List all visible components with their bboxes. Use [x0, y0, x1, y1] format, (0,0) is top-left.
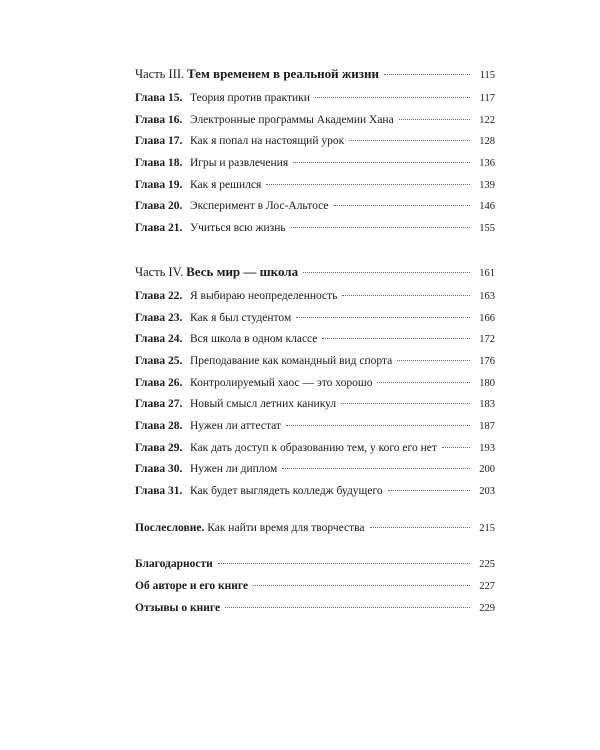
chapter-title: Вся школа в одном классе [190, 333, 318, 346]
page-number: 229 [479, 602, 495, 614]
dot-leader [399, 119, 470, 120]
dot-leader [370, 527, 470, 528]
backmatter-title: Благодарности [135, 558, 213, 571]
page-number: 155 [479, 223, 495, 235]
toc-entry-chapter-29[interactable] [135, 442, 495, 464]
chapter-label: Глава 25. [135, 354, 183, 367]
dot-leader [349, 140, 470, 141]
toc-entry-chapter-21[interactable] [135, 222, 495, 244]
page-number: 166 [479, 312, 495, 324]
dot-leader [322, 338, 470, 339]
page-number: 128 [479, 136, 495, 148]
part-label: Часть IV. [135, 264, 184, 279]
section-spacer [135, 507, 495, 522]
chapter-title: Нужен ли аттестат [190, 419, 281, 432]
dot-leader [291, 227, 470, 228]
chapter-title: Эксперимент в Лос-Альтосе [190, 200, 329, 213]
part-3-heading[interactable] [135, 66, 495, 92]
toc-entry-chapter-30[interactable] [135, 463, 495, 485]
toc-entry-afterword[interactable] [135, 522, 495, 544]
dot-leader [293, 162, 470, 163]
chapter-title: Теория против практики [190, 92, 310, 104]
part-label: Часть III. [135, 67, 185, 81]
part-title: Тем временем в реальной жизни [187, 66, 379, 81]
page-number: 146 [479, 201, 495, 213]
page-number: 180 [479, 377, 495, 389]
dot-leader [388, 490, 470, 491]
chapter-title: Новый смысл летних каникул [190, 398, 337, 411]
page-number: 225 [479, 559, 495, 571]
dot-leader [384, 74, 470, 75]
dot-leader [218, 563, 470, 564]
chapter-title: Как я решился [190, 178, 262, 191]
chapter-title: Учиться всю жизнь [190, 222, 286, 235]
page-number: 163 [479, 290, 495, 302]
chapter-title: Контролируемый хаос — это хорошо [190, 376, 373, 389]
page-number: 117 [479, 93, 495, 104]
toc-entry-chapter-16[interactable] [135, 114, 495, 136]
dot-leader [334, 205, 471, 206]
chapter-label: Глава 18. [135, 157, 183, 170]
page-number: 136 [479, 158, 495, 170]
afterword-label: Послесловие. [135, 521, 205, 534]
table-of-contents [135, 66, 495, 623]
toc-entry-chapter-26[interactable] [135, 377, 495, 399]
dot-leader [253, 585, 470, 586]
chapter-label: Глава 23. [135, 311, 183, 324]
toc-entry-chapter-15[interactable] [135, 92, 495, 114]
toc-entry-about-author[interactable] [135, 580, 495, 602]
page-number: 193 [479, 442, 495, 454]
chapter-label: Глава 26. [135, 376, 183, 389]
backmatter-title: Отзывы о книге [135, 601, 221, 614]
dot-leader [303, 272, 470, 273]
toc-entry-acknowledgements[interactable] [135, 558, 495, 580]
toc-entry-chapter-28[interactable] [135, 420, 495, 442]
page-number: 161 [479, 267, 495, 279]
backmatter-title: Об авторе и его книге [135, 580, 249, 593]
toc-entry-reviews[interactable] [135, 602, 495, 624]
toc-entry-chapter-20[interactable] [135, 200, 495, 222]
page-number: 183 [479, 399, 495, 411]
chapter-title: Нужен ли диплом [190, 463, 278, 476]
page-number: 215 [479, 522, 495, 534]
dot-leader [342, 295, 470, 296]
dot-leader [442, 447, 470, 448]
chapter-label: Глава 20. [135, 200, 183, 213]
page-number: 200 [479, 464, 495, 476]
dot-leader [266, 184, 470, 185]
section-spacer [135, 244, 495, 264]
chapter-title: Игры и развлечения [190, 157, 289, 170]
chapter-label: Глава 21. [135, 222, 183, 235]
chapter-title: Как будет выглядеть колледж будущего [190, 485, 383, 497]
toc-entry-chapter-25[interactable] [135, 355, 495, 377]
toc-entry-chapter-22[interactable] [135, 290, 495, 312]
toc-entry-chapter-17[interactable] [135, 135, 495, 157]
chapter-title: Как дать доступ к образованию тем, у кого его нет [190, 441, 437, 454]
section-spacer [135, 543, 495, 558]
chapter-label: Глава 19. [135, 178, 183, 191]
page-number: 187 [479, 420, 495, 432]
toc-entry-chapter-23[interactable] [135, 312, 495, 334]
chapter-title: Преподавание как командный вид спорта [190, 354, 393, 367]
part-title: Весь мир — школа [186, 263, 299, 279]
dot-leader [397, 360, 470, 361]
chapter-label: Глава 15. [135, 92, 183, 104]
chapter-label: Глава 27. [135, 398, 183, 411]
page-number: 122 [479, 114, 495, 126]
dot-leader [282, 468, 470, 469]
chapter-label: Глава 28. [135, 419, 183, 432]
chapter-title: Электронные программы Академии Хана [190, 113, 394, 126]
dot-leader [315, 97, 470, 98]
page-number: 172 [479, 334, 495, 346]
chapter-label: Глава 22. [135, 289, 183, 302]
part-4-heading[interactable] [135, 264, 495, 290]
toc-entry-chapter-19[interactable] [135, 179, 495, 201]
chapter-title: Я выбираю неопределенность [190, 289, 338, 302]
afterword-title: Как найти время для творчества [207, 521, 365, 534]
chapter-label: Глава 29. [135, 441, 183, 454]
chapter-label: Глава 24. [135, 333, 183, 346]
dot-leader [286, 425, 470, 426]
page-number: 203 [479, 486, 495, 497]
toc-entry-chapter-24[interactable] [135, 333, 495, 355]
chapter-title: Как я попал на настоящий урок [190, 135, 345, 148]
chapter-title: Как я был студентом [190, 311, 292, 324]
toc-entry-chapter-18[interactable] [135, 157, 495, 179]
dot-leader [377, 382, 470, 383]
chapter-label: Глава 17. [135, 135, 183, 148]
chapter-label: Глава 16. [135, 113, 183, 126]
page-number: 176 [479, 355, 495, 367]
page-number: 227 [479, 581, 495, 593]
toc-entry-chapter-27[interactable] [135, 398, 495, 420]
page-number: 139 [479, 179, 495, 191]
page-number: 115 [479, 70, 495, 81]
toc-entry-chapter-31[interactable] [135, 485, 495, 507]
dot-leader [341, 403, 470, 404]
chapter-label: Глава 30. [135, 463, 183, 476]
dot-leader [225, 607, 470, 608]
chapter-label: Глава 31. [135, 485, 183, 497]
dot-leader [296, 317, 470, 318]
